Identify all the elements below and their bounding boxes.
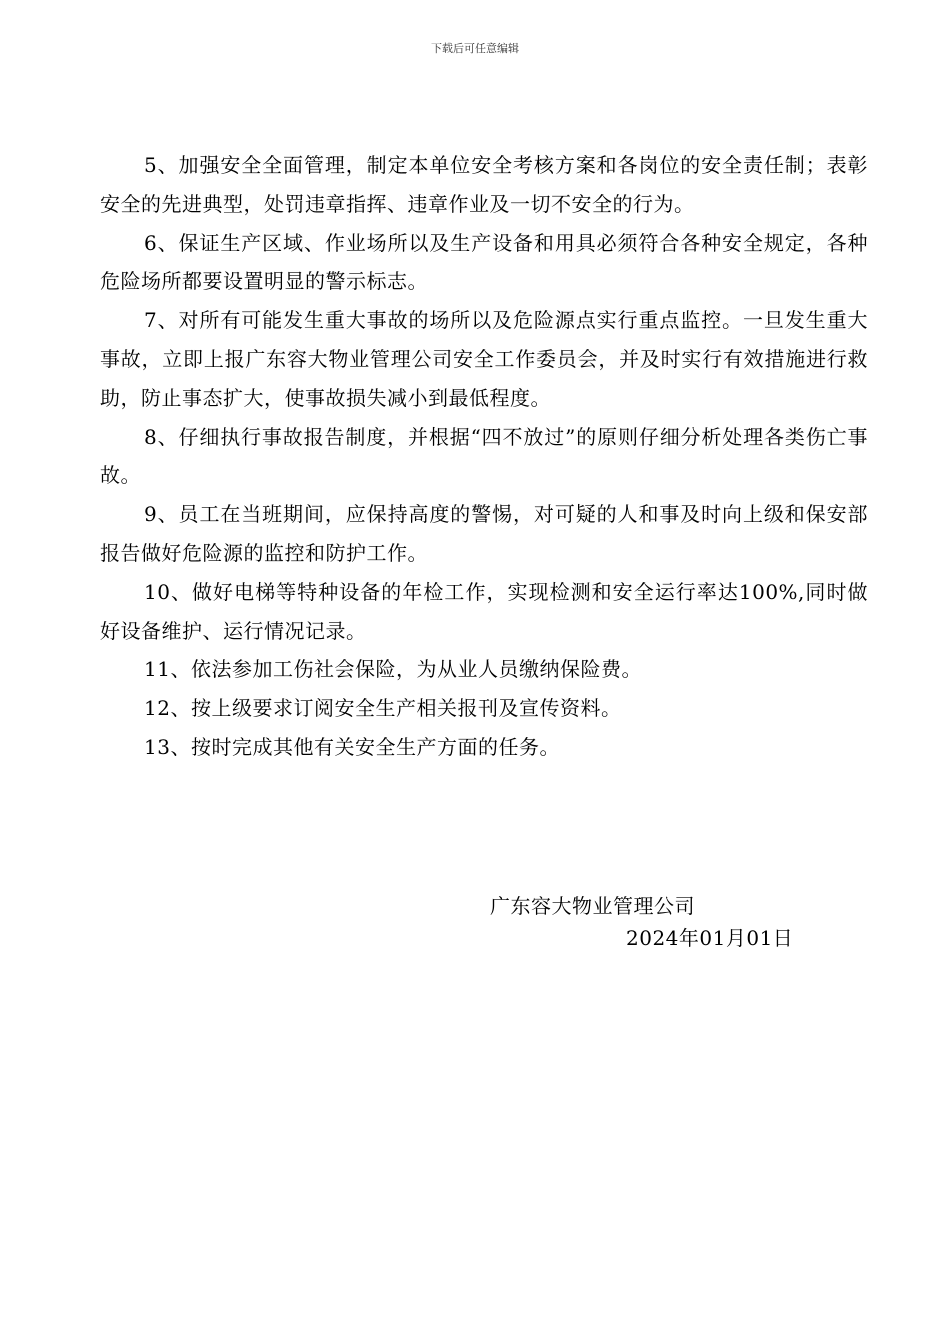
paragraph-item-13: 13、按时完成其他有关安全生产方面的任务。 [144,734,560,759]
paragraph-item-5: 5、加强安全全面管理，制定本单位安全考核方案和各岗位的安全责任制；表彰安全的先进典型，处罚违章指挥、违章作业及一切不安全的行为。 [100,153,868,216]
paragraph-item-11: 11、依法参加工伤社会保险，为从业人员缴纳保险费。 [144,657,642,682]
signature-date: 2024年01月01日 [626,926,794,950]
paragraph-item-9: 9、员工在当班期间，应保持高度的警惕，对可疑的人和事及时向上级和保安部报告做好危险源的监控和防护工作。 [100,502,868,565]
header-note: 下载后可任意编辑 [431,42,519,55]
paragraph-item-12: 12、按上级要求订阅安全生产相关报刊及宣传资料。 [144,696,622,721]
signature-block [490,890,830,954]
paragraph-item-8: 8、仔细执行事故报告制度，并根据“四不放过”的原则仔细分析处理各类伤亡事故。 [100,424,868,488]
signature-company: 广东容大物业管理公司 [490,894,695,918]
paragraph-item-6: 6、保证生产区域、作业场所以及生产设备和用具必须符合各种安全规定，各种危险场所都要设置明显的警示标志。 [100,230,868,294]
paragraph-item-10: 10、做好电梯等特种设备的年检工作，实现检测和安全运行率达100%,同时做好设备维护、运行情况记录。 [100,579,868,643]
document-body [100,146,868,767]
paragraph-item-7: 7、对所有可能发生重大事故的场所以及危险源点实行重点监控。一旦发生重大事故，立即上报广东容大物业管理公司安全工作委员会，并及时实行有效措施进行救助，防止事态扩大，使事故损失减小到最低程度。 [100,308,868,410]
